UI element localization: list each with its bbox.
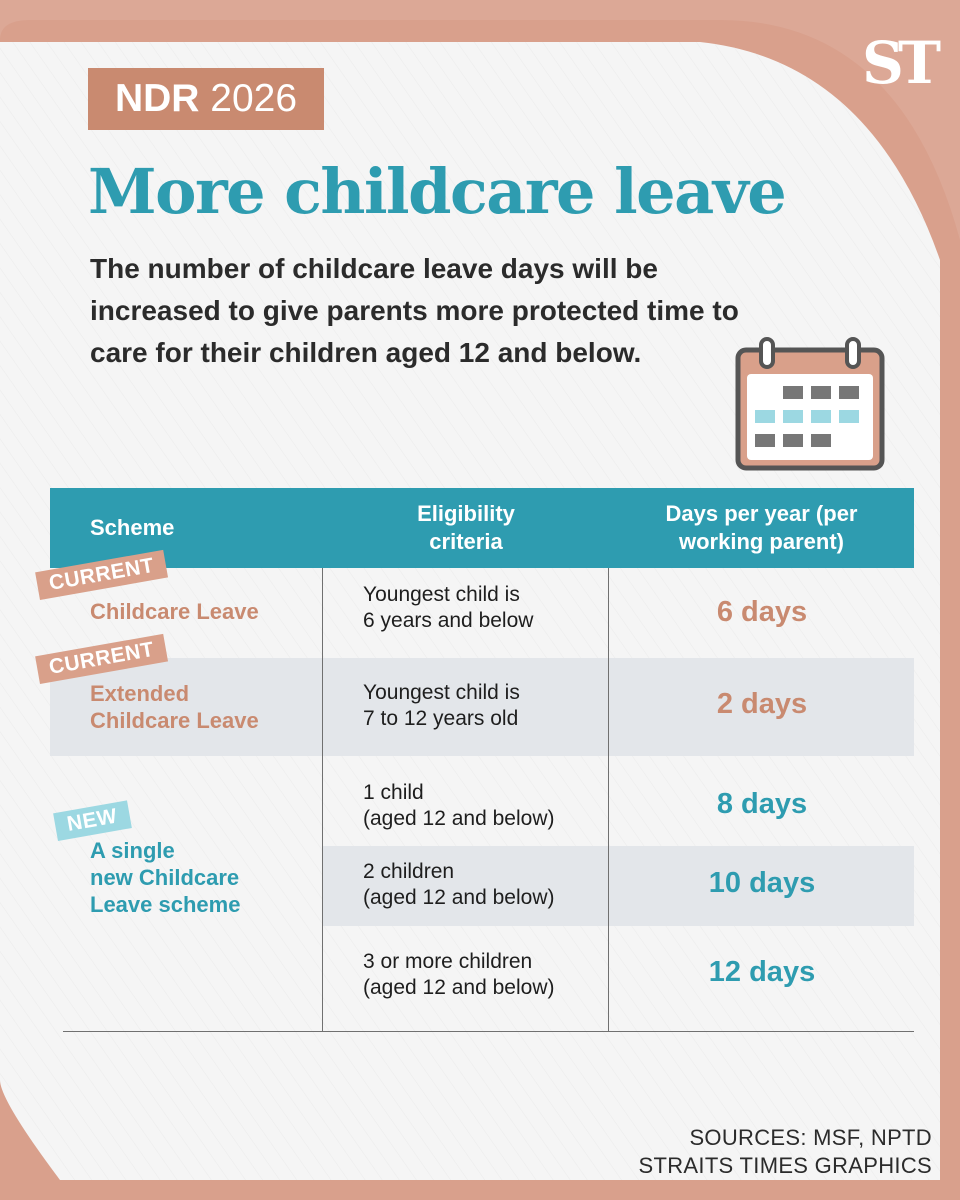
current-tag: CURRENT bbox=[35, 634, 168, 684]
days-three-children: 12 days bbox=[708, 956, 816, 988]
sources-line: SOURCES: MSF, NPTD bbox=[689, 1125, 932, 1150]
current-tag: CURRENT bbox=[35, 550, 168, 600]
badge-bold: NDR bbox=[114, 77, 200, 120]
criteria-one-child-line2: (aged 12 and below) bbox=[363, 807, 555, 830]
criteria-two-children-line1: 2 children bbox=[363, 860, 455, 883]
calendar-icon bbox=[735, 336, 885, 472]
scheme-childcare-leave: Childcare Leave bbox=[90, 599, 259, 624]
straits-times-logo: ST bbox=[862, 29, 936, 97]
new-scheme-line2: new Childcare bbox=[90, 865, 240, 890]
criteria-row1-line1: Youngest child is bbox=[363, 583, 520, 606]
badge-year: 2026 bbox=[210, 77, 298, 120]
criteria-three-children-line1: 3 or more children bbox=[363, 950, 533, 973]
scheme-extended-line1: Extended bbox=[90, 681, 190, 706]
criteria-row2-line1: Youngest child is bbox=[363, 681, 520, 704]
graphics-credit-line: STRAITS TIMES GRAPHICS bbox=[638, 1153, 932, 1178]
table-header bbox=[50, 488, 914, 568]
header-scheme: Scheme bbox=[90, 515, 175, 540]
criteria-three-children-line2: (aged 12 and below) bbox=[363, 976, 555, 999]
column-divider bbox=[322, 568, 323, 1031]
new-scheme-line1: A single bbox=[90, 838, 175, 863]
criteria-two-children-line2: (aged 12 and below) bbox=[363, 886, 555, 909]
page-title: More childcare leave bbox=[88, 155, 786, 228]
scheme-extended-line2: Childcare Leave bbox=[90, 708, 259, 733]
days-row2: 2 days bbox=[716, 688, 808, 720]
header-eligibility: Eligibility criteria bbox=[417, 501, 515, 554]
sources-credit bbox=[639, 1124, 932, 1180]
new-scheme-line3: Leave scheme bbox=[90, 892, 241, 917]
header-days: Days per year (per working parent) bbox=[665, 501, 858, 554]
criteria-row2-line2: 7 to 12 years old bbox=[363, 707, 519, 730]
days-row1: 6 days bbox=[716, 596, 808, 628]
criteria-row1-line2: 6 years and below bbox=[363, 609, 534, 632]
days-one-child: 8 days bbox=[716, 788, 808, 820]
days-two-children: 10 days bbox=[708, 867, 816, 899]
table-bottom-rule bbox=[63, 1031, 914, 1032]
page-subtitle: The number of childcare leave days will be increased to give parents more protected time to care for their children aged 12 and below. bbox=[90, 253, 739, 368]
criteria-one-child-line1: 1 child bbox=[363, 781, 424, 804]
ndr-badge bbox=[88, 68, 324, 130]
new-tag: NEW bbox=[53, 800, 131, 841]
